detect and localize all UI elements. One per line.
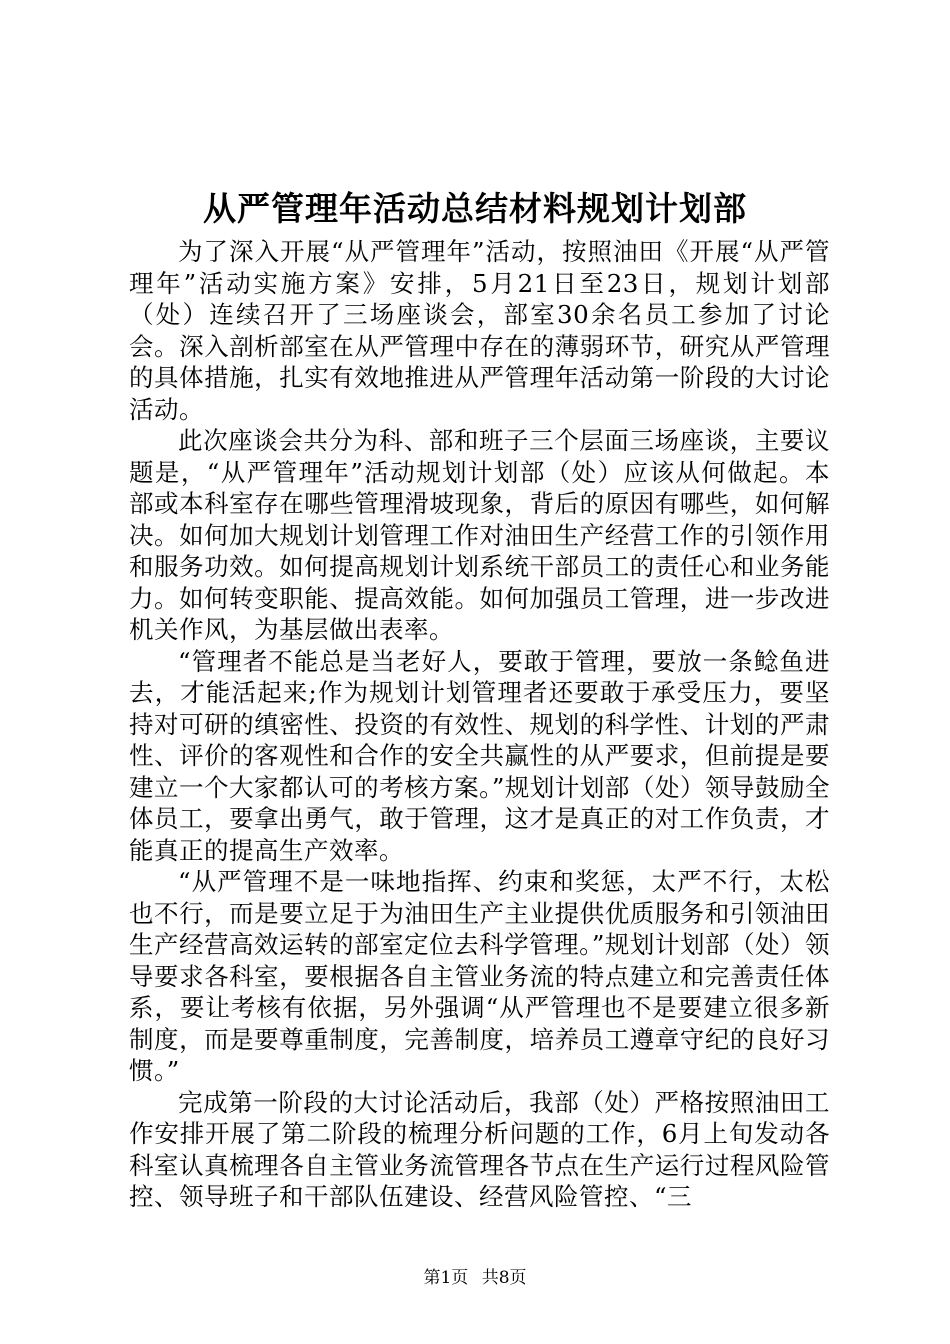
page-title: 从严管理年活动总结材料规划计划部: [203, 189, 747, 228]
document-body: [129, 236, 830, 1213]
paragraph-1: 为了深入开展“从严管理年”活动，按照油田《开展“从严管理年”活动实施方案》安排，5月21日至23日，规划计划部（处）连续召开了三场座谈会，部室30余名员工参加了讨论会。深入剖析部室在从严管理中存在的薄弱环节，研究从严管理的具体措施，扎实有效地推进从严管理年活动第一阶段的大讨论活动。: [129, 237, 830, 424]
paragraph-5: 完成第一阶段的大讨论活动后，我部（处）严格按照油田工作安排开展了第二阶段的梳理分析问题的工作，6月上旬发动各科室认真梳理各自主管业务流管理各节点在生产运行过程风险管控、领导班子和干部队伍建设、经营风险管控、“三: [129, 1087, 830, 1211]
page-footer: [0, 1267, 950, 1289]
page-total: 共8页: [481, 1268, 527, 1288]
paragraph-2: 此次座谈会共分为科、部和班子三个层面三场座谈，主要议题是，“从严管理年”活动规划计划部（处）应该从何做起。本部或本科室存在哪些管理滑坡现象，背后的原因有哪些，如何解决。如何加大规划计划管理工作对油田生产经营工作的引领作用和服务功效。如何提高规划计划系统干部员工的责任心和业务能力。如何转变职能、提高效能。如何加强员工管理，进一步改进机关作风，为基层做出表率。: [129, 426, 830, 644]
page-number: 第1页: [423, 1268, 469, 1288]
paragraph-4: “从严管理不是一味地指挥、约束和奖惩，太严不行，太松也不行，而是要立足于为油田生产主业提供优质服务和引领油田生产经营高效运转的部室定位去科学管理。”规划计划部（处）领导要求各科室，要根据各自主管业务流的特点建立和完善责任体系，要让考核有依据，另外强调“从严管理也不是要建立很多新制度，而是要尊重制度，完善制度，培养员工遵章守纪的良好习惯。”: [129, 867, 830, 1085]
paragraph-3: “管理者不能总是当老好人，要敢于管理，要放一条鲶鱼进去，才能活起来;作为规划计划管理者还要敢于承受压力，要坚持对可研的缜密性、投资的有效性、规划的科学性、计划的严肃性、评价的客观性和合作的安全共赢性的从严要求，但前提是要建立一个大家都认可的考核方案。”规划计划部（处）领导鼓励全体员工，要拿出勇气，敢于管理，这才是真正的对工作负责，才能真正的提高生产效率。: [129, 646, 830, 865]
